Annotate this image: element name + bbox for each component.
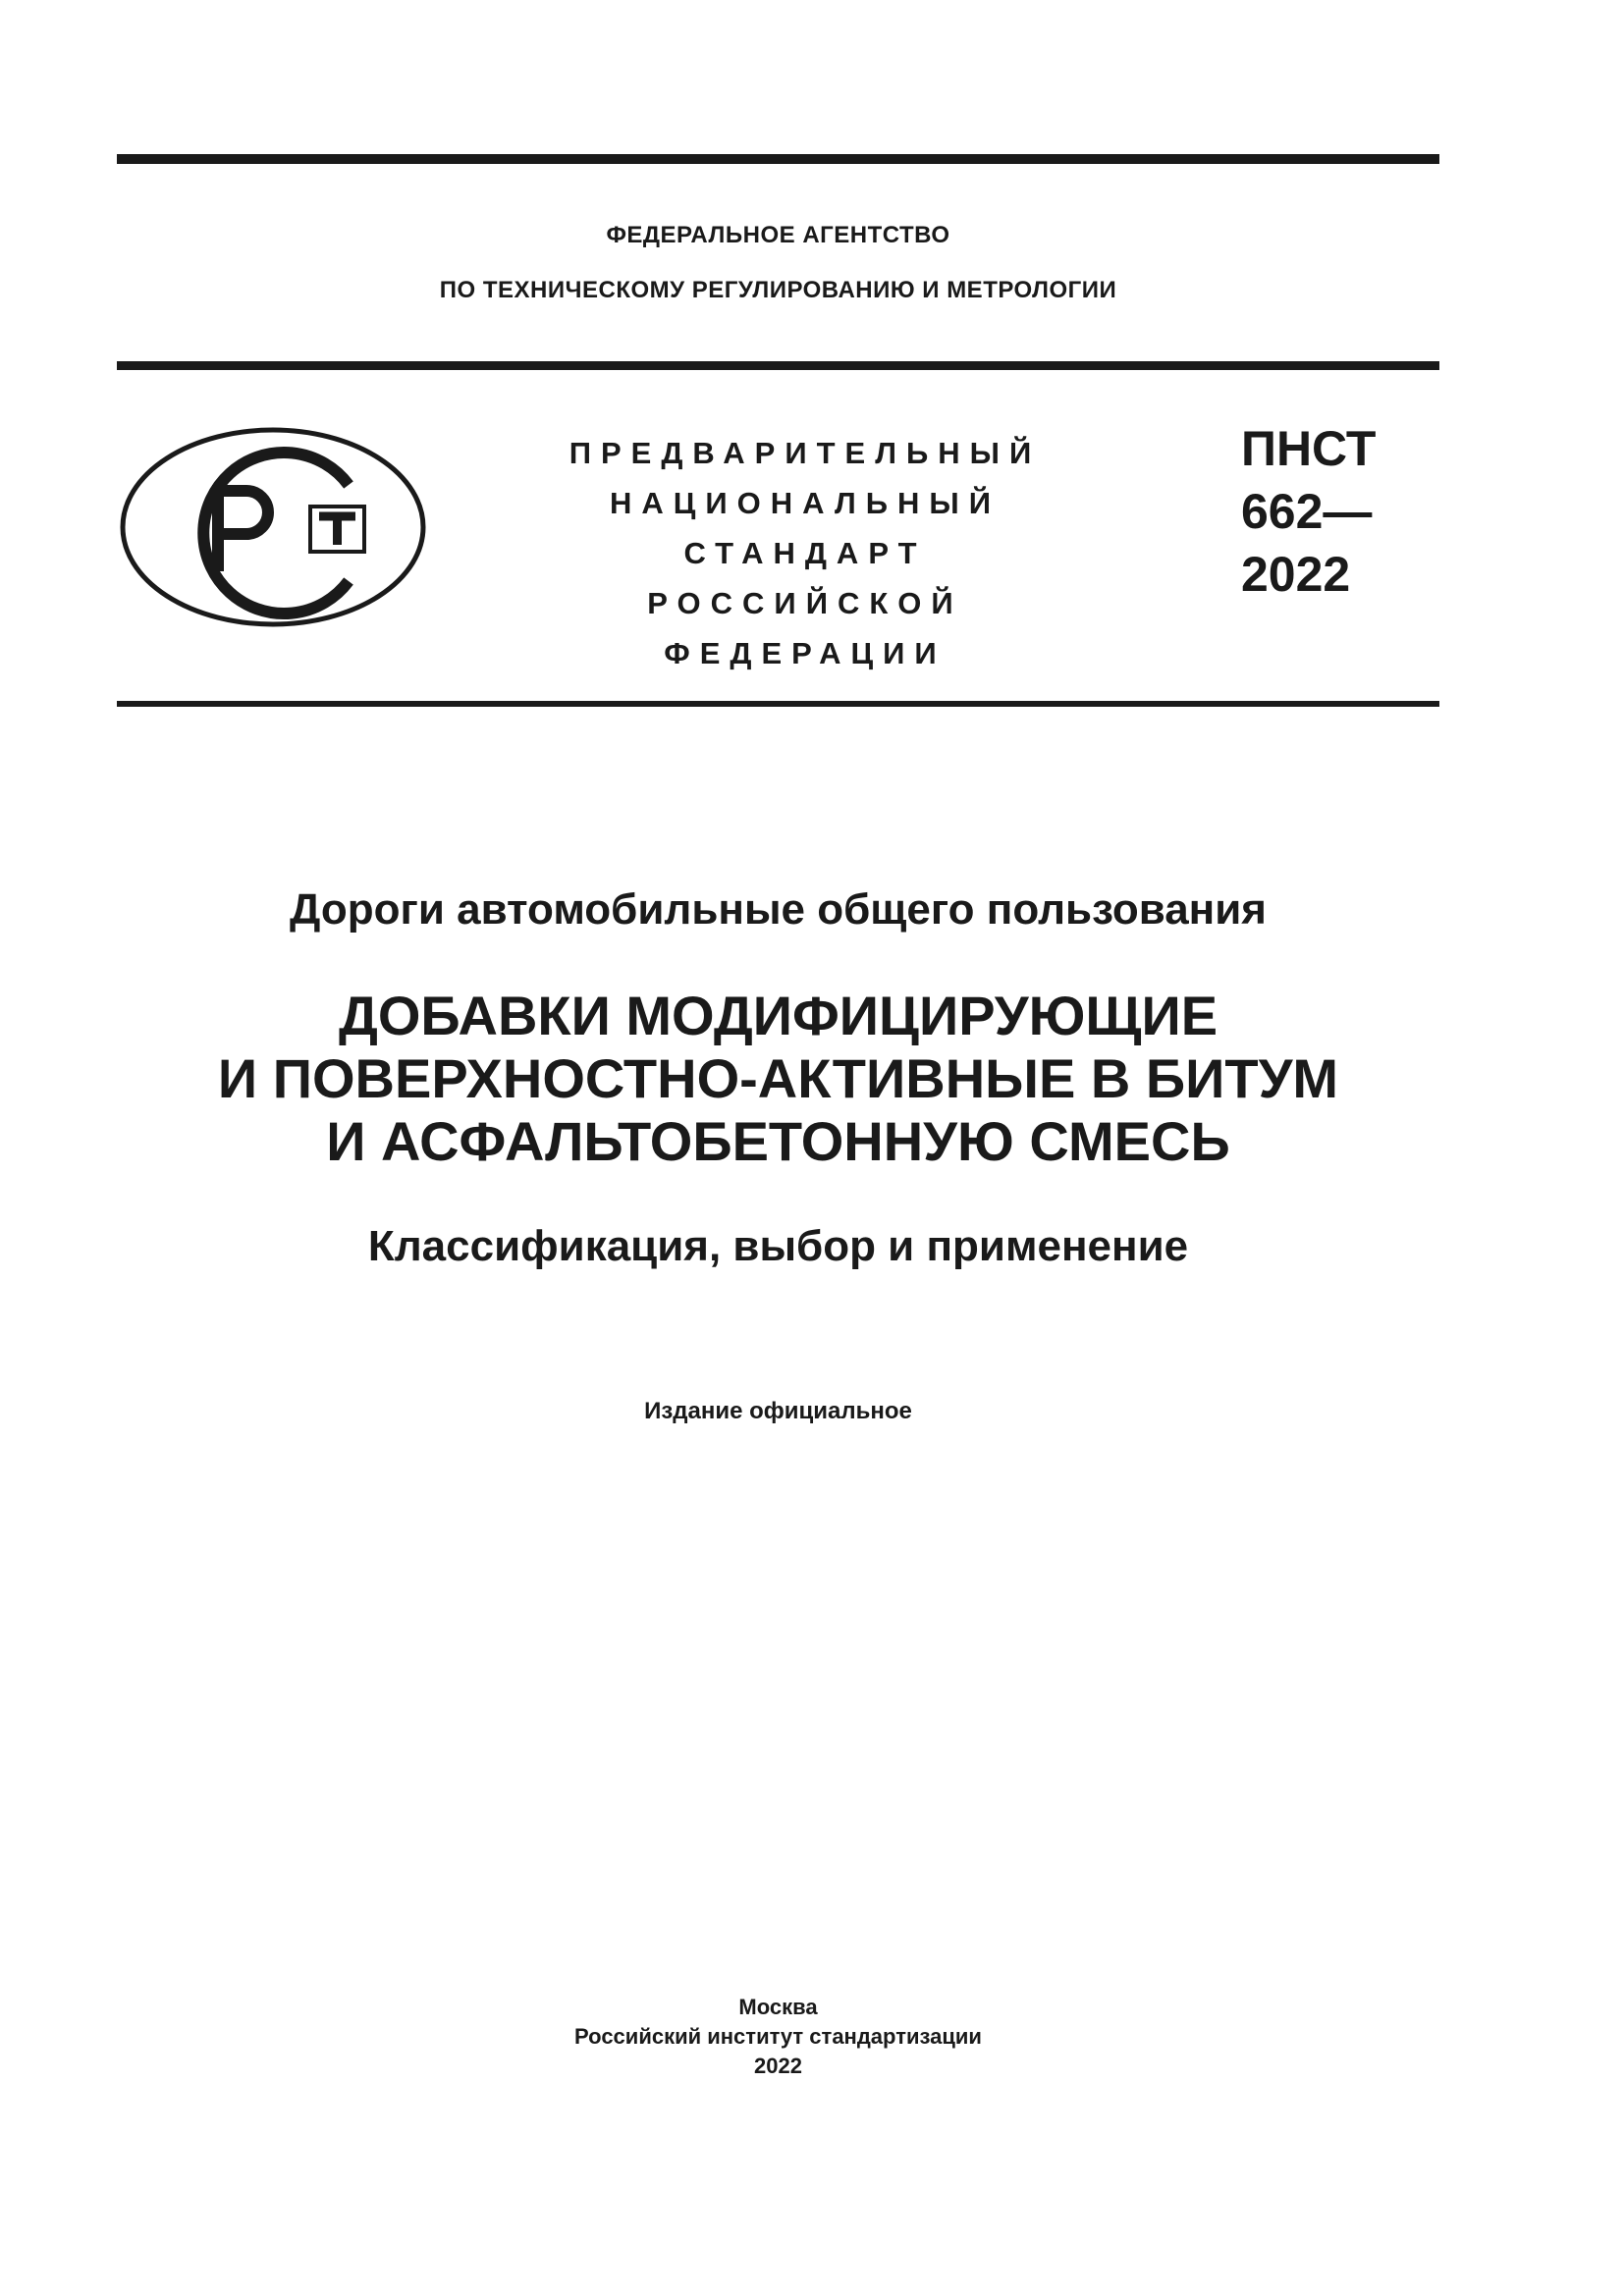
title-line: ДОБАВКИ МОДИФИЦИРУЮЩИЕ xyxy=(338,985,1218,1046)
edition-note: Издание официальное xyxy=(644,1398,912,1424)
section-divider xyxy=(117,701,1439,707)
designation-line: ПРЕДВАРИТЕЛЬНЫЙ xyxy=(568,436,1042,470)
standard-code: 662— xyxy=(1241,484,1373,539)
top-divider xyxy=(117,154,1439,164)
imprint-publisher: Российский институт стандартизации xyxy=(574,2024,982,2049)
designation-line: НАЦИОНАЛЬНЫЙ xyxy=(609,486,1001,520)
document-subject: Дороги автомобильные общего пользования xyxy=(290,885,1267,934)
title-line: И ПОВЕРХНОСТНО-АКТИВНЫЕ В БИТУМ xyxy=(217,1047,1339,1109)
document-title xyxy=(117,985,1439,1173)
document-subtitle: Классификация, выбор и применение xyxy=(367,1222,1189,1270)
standard-prefix: ПНСТ xyxy=(1241,421,1377,476)
header-divider xyxy=(117,361,1439,370)
rst-emblem-icon xyxy=(117,424,429,630)
designation-line: СТАНДАРТ xyxy=(683,536,927,570)
standard-year: 2022 xyxy=(1241,547,1351,602)
standard-designation xyxy=(530,428,1080,678)
title-line: И АСФАЛЬТОБЕТОННУЮ СМЕСЬ xyxy=(326,1110,1230,1172)
agency-name-line-1: ФЕДЕРАЛЬНОЕ АГЕНТСТВО xyxy=(606,222,950,248)
imprint xyxy=(117,1993,1439,2081)
standard-number xyxy=(1241,417,1376,606)
designation-line: ФЕДЕРАЦИИ xyxy=(664,636,947,670)
agency-name-line-2: ПО ТЕХНИЧЕСКОМУ РЕГУЛИРОВАНИЮ И МЕТРОЛОГИИ xyxy=(439,277,1117,303)
imprint-city: Москва xyxy=(738,1995,818,2019)
imprint-year: 2022 xyxy=(754,2054,802,2078)
designation-line: РОССИЙСКОЙ xyxy=(647,586,963,620)
